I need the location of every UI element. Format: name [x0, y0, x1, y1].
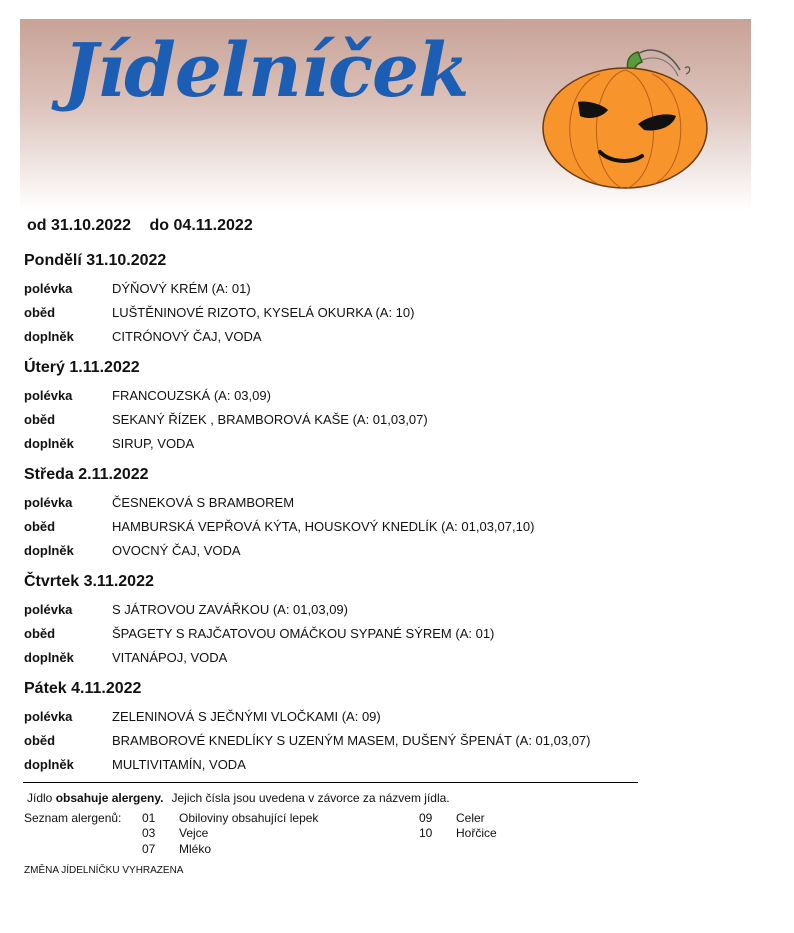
meal-dish: BRAMBOROVÉ KNEDLÍKY S UZENÝM MASEM, DUŠENÝ ŠPENÁT (A: 01,03,07): [112, 733, 591, 748]
day-title: Pondělí 31.10.2022: [24, 252, 167, 269]
meal-dish: VITANÁPOJ, VODA: [112, 650, 228, 665]
meal-dish: ČESNEKOVÁ S BRAMBOREM: [112, 495, 295, 510]
allergen-num: 09: [419, 811, 433, 825]
meal-label: oběd: [24, 305, 56, 320]
day-title: Středa 2.11.2022: [24, 466, 149, 483]
meal-label: oběd: [24, 733, 56, 748]
allergen-name: Vejce: [179, 826, 209, 840]
meal-dish: S JÁTROVOU ZAVÁŘKOU (A: 01,03,09): [112, 602, 348, 617]
allergen-num: 10: [419, 826, 433, 840]
meal-dish: SEKANÝ ŘÍZEK , BRAMBOROVÁ KAŠE (A: 01,03,07): [112, 412, 428, 427]
meal-dish: HAMBURSKÁ VEPŘOVÁ KÝTA, HOUSKOVÝ KNEDLÍK (A: 01,03,07,10): [112, 519, 535, 534]
meal-label: polévka: [24, 602, 73, 617]
page-title: Jídelníček: [63, 28, 469, 114]
meal-label: doplněk: [24, 757, 74, 772]
allergen-item: [419, 826, 497, 840]
allergen-list-label: Seznam alergenů:: [24, 811, 122, 825]
meal-label: oběd: [24, 519, 56, 534]
day-title: Úterý 1.11.2022: [24, 359, 140, 376]
allergen-name: Celer: [456, 811, 485, 825]
allergen-num: 07: [142, 842, 156, 856]
allergen-num: 01: [142, 811, 156, 825]
allergen-item: [142, 842, 211, 856]
menu-period: [27, 217, 267, 235]
allergen-note: [27, 791, 450, 805]
meal-label: doplněk: [24, 436, 74, 451]
meal-dish: ŠPAGETY S RAJČATOVOU OMÁČKOU SYPANÉ SÝREM (A: 01): [112, 626, 495, 641]
meal-label: doplněk: [24, 543, 74, 558]
allergen-item: [142, 826, 208, 840]
meal-dish: CITRÓNOVÝ ČAJ, VODA: [112, 329, 262, 344]
meal-dish: DÝŇOVÝ KRÉM (A: 01): [112, 281, 251, 296]
note-prefix: Jídlo: [27, 791, 56, 805]
meal-label: polévka: [24, 281, 73, 296]
day-title: Pátek 4.11.2022: [24, 680, 142, 697]
meal-label: oběd: [24, 626, 56, 641]
meal-label: oběd: [24, 412, 56, 427]
allergen-name: Obiloviny obsahující lepek: [179, 811, 319, 825]
meal-dish: OVOCNÝ ČAJ, VODA: [112, 543, 241, 558]
allergen-item: [142, 811, 318, 825]
meal-dish: FRANCOUZSKÁ (A: 03,09): [112, 388, 271, 403]
meal-dish: ZELENINOVÁ S JEČNÝMI VLOČKAMI (A: 09): [112, 709, 381, 724]
allergen-item: [419, 811, 485, 825]
meal-label: doplněk: [24, 329, 74, 344]
meal-dish: LUŠTĚNINOVÉ RIZOTO, KYSELÁ OKURKA (A: 10): [112, 305, 415, 320]
pumpkin-icon: [530, 40, 720, 190]
allergen-num: 03: [142, 826, 156, 840]
footer-note: ZMĚNA JÍDELNÍČKU VYHRAZENA: [24, 865, 184, 876]
divider: [23, 782, 638, 783]
day-title: Čtvrtek 3.11.2022: [24, 573, 154, 590]
meal-label: polévka: [24, 709, 73, 724]
period-to: do 04.11.2022: [149, 217, 253, 234]
allergen-name: Mléko: [179, 842, 212, 856]
meal-label: polévka: [24, 495, 73, 510]
meal-dish: MULTIVITAMÍN, VODA: [112, 757, 246, 772]
note-bold: obsahuje alergeny.: [55, 791, 164, 805]
allergen-name: Hořčice: [456, 826, 497, 840]
note-rest: Jejich čísla jsou uvedena v závorce za názvem jídla.: [171, 791, 450, 805]
meal-dish: SIRUP, VODA: [112, 436, 195, 451]
meal-label: doplněk: [24, 650, 74, 665]
meal-label: polévka: [24, 388, 73, 403]
period-from: od 31.10.2022: [27, 217, 132, 234]
